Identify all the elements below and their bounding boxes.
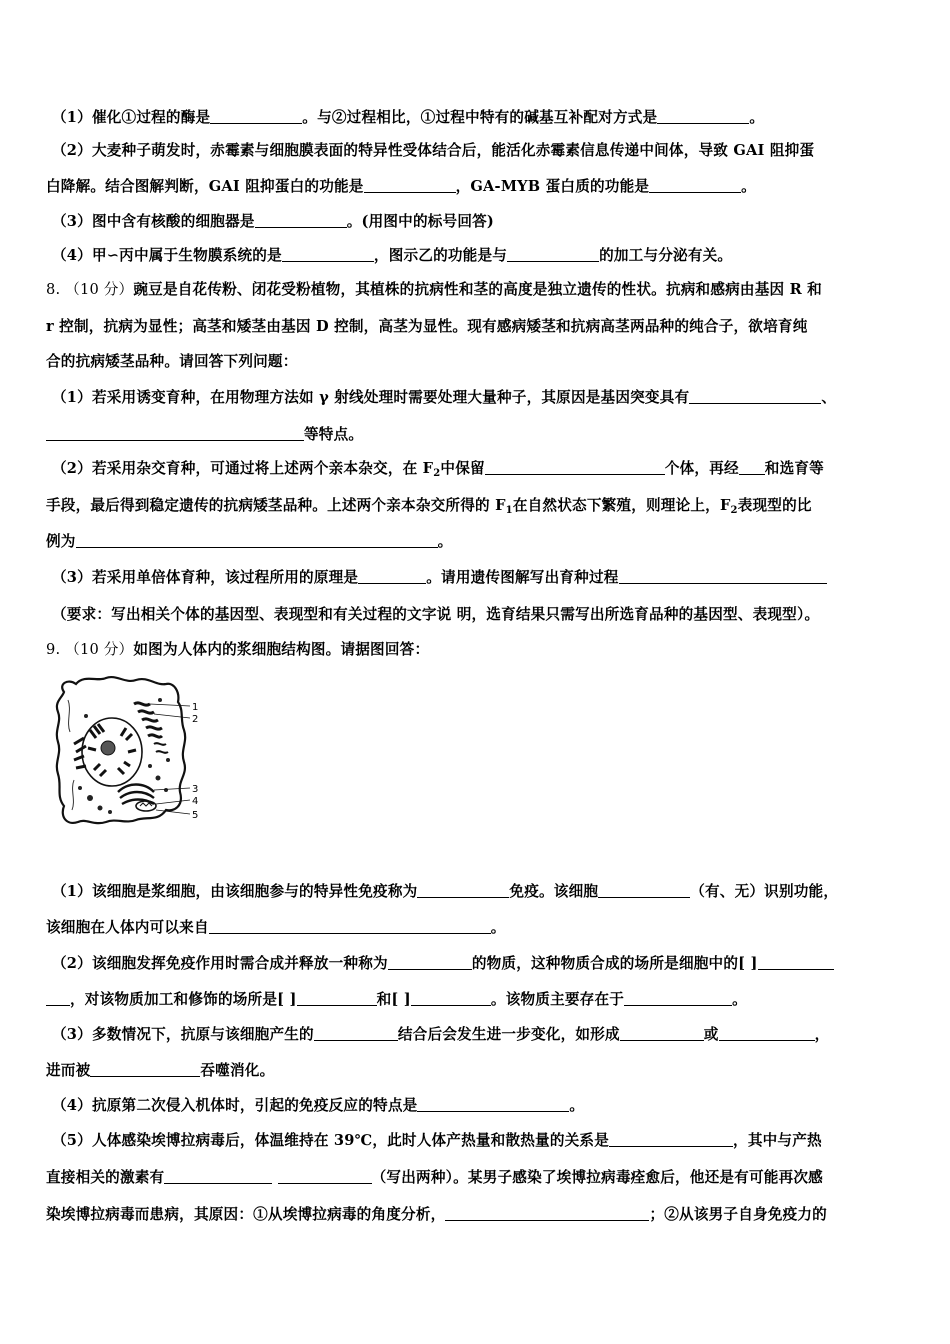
answer-blank[interactable] bbox=[620, 1026, 704, 1041]
answer-blank[interactable] bbox=[689, 389, 821, 404]
answer-blank[interactable] bbox=[598, 883, 690, 898]
nucleolus bbox=[101, 741, 115, 755]
plasma-cell-figure bbox=[50, 670, 210, 845]
answer-blank[interactable] bbox=[739, 460, 765, 475]
answer-blank[interactable] bbox=[507, 247, 599, 262]
q7-sub1-line: （1）催化①过程的酶是 。与②过程相比，①过程中特有的碱基互补配对方式是 。 bbox=[52, 109, 765, 126]
answer-blank[interactable] bbox=[314, 1026, 398, 1041]
answer-blank[interactable] bbox=[90, 1062, 200, 1077]
q9-sub1-line1: （1）该细胞是浆细胞，由该细胞参与的特异性免疫称为 免疫。该细胞 （有、无）识别功能， bbox=[52, 883, 839, 900]
q8-sub1-line2: 等特点。 bbox=[46, 423, 363, 444]
figure-label-2: 2 bbox=[192, 714, 199, 725]
plasma-cell-diagram bbox=[50, 670, 210, 845]
answer-blank[interactable] bbox=[209, 919, 491, 934]
q9-header: 9. （10 分）如图为人体内的浆细胞结构图。请据图回答： bbox=[46, 641, 430, 658]
q8-sub1-line1: （1）若采用诱变育种，在用物理方法如 γ 射线处理时需要处理大量种子，其原因是基因突变具有 、 bbox=[52, 389, 837, 406]
answer-blank[interactable] bbox=[46, 426, 304, 441]
q9-sub3-line1: （3）多数情况下，抗原与该细胞产生的 结合后会发生进一步变化，如形成 或 ， bbox=[52, 1026, 830, 1043]
q9-sub1-line2: 该细胞在人体内可以来自 。 bbox=[46, 919, 506, 936]
answer-blank[interactable] bbox=[164, 1169, 272, 1184]
q9-sub2-line1: （2）该细胞发挥免疫作用时需合成并释放一种称为 的物质，这种物质合成的场所是细胞中的[ ] bbox=[52, 952, 834, 973]
q9-sub5-line2: 直接相关的激素有 （写出两种）。某男子感染了埃博拉病毒痊愈后，他还是有可能再次感 bbox=[46, 1169, 823, 1186]
cell-membrane bbox=[57, 677, 185, 823]
figure-label-3: 3 bbox=[192, 784, 199, 795]
q7-sub3-line: （3）图中含有核酸的细胞器是 。(用图中的标号回答) bbox=[52, 213, 495, 230]
q7-sub2-line2: 白降解。结合图解判断，GAI 阻抑蛋白的功能是 ，GA-MYB 蛋白质的功能是 。 bbox=[46, 178, 756, 195]
answer-blank[interactable] bbox=[445, 1206, 649, 1221]
q9-sub4-line: （4）抗原第二次侵入机体时，引起的免疫反应的特点是 。 bbox=[52, 1097, 585, 1114]
answer-blank[interactable] bbox=[609, 1132, 733, 1147]
q7-sub4-line: （4）甲∽丙中属于生物膜系统的是 ，图示乙的功能是与 的加工与分泌有关。 bbox=[52, 247, 733, 264]
answer-blank[interactable] bbox=[282, 247, 374, 262]
answer-blank[interactable] bbox=[278, 1169, 372, 1184]
answer-blank[interactable] bbox=[619, 569, 827, 584]
answer-blank[interactable] bbox=[417, 1097, 569, 1112]
answer-blank[interactable] bbox=[210, 109, 302, 124]
q9-sub3-line2: 进而被 吞噬消化。 bbox=[46, 1062, 275, 1079]
answer-blank[interactable] bbox=[46, 991, 70, 1006]
answer-blank[interactable] bbox=[255, 213, 347, 228]
figure-label-1: 1 bbox=[192, 702, 199, 713]
q8-sub2-line3: 例为 。 bbox=[46, 533, 453, 550]
answer-blank[interactable] bbox=[719, 1026, 815, 1041]
q7-sub2-line1: （2）大麦种子萌发时，赤霉素与细胞膜表面的特异性受体结合后，能活化赤霉素信息传递中间体，导致 GAI 阻抑蛋 bbox=[52, 142, 815, 159]
q8-sub2-line2: 手段，最后得到稳定遗传的抗病矮茎品种。上述两个亲本杂交所得的 $F_1$在自然状态下繁殖，则理论上，$F_2$表现型的比 bbox=[46, 497, 812, 516]
answer-blank[interactable] bbox=[297, 991, 377, 1006]
q8-sub3-line2: （要求：写出相关个体的基因型、表现型和有关过程的文字说 明，选育结果只需写出所选育品种的基因型、表现型）。 bbox=[52, 606, 820, 623]
q8-header: 8. （10 分）豌豆是自花传粉、闭花受粉植物，其植株的抗病性和茎的高度是独立遗传的性状。抗病和感病由基因 R 和 bbox=[46, 281, 822, 298]
answer-blank[interactable] bbox=[411, 991, 491, 1006]
answer-blank[interactable] bbox=[364, 178, 456, 193]
q8-sub3-line1: （3）若采用单倍体育种，该过程所用的原理是 。请用遗传图解写出育种过程 bbox=[52, 566, 827, 587]
answer-blank[interactable] bbox=[417, 883, 509, 898]
answer-blank[interactable] bbox=[358, 569, 426, 584]
endoplasmic-reticulum bbox=[134, 703, 162, 737]
answer-blank[interactable] bbox=[76, 533, 438, 548]
answer-blank[interactable] bbox=[485, 460, 665, 475]
answer-blank[interactable] bbox=[649, 178, 741, 193]
answer-blank[interactable] bbox=[624, 991, 732, 1006]
answer-blank[interactable] bbox=[758, 955, 834, 970]
q9-sub5-line3: 染埃博拉病毒而患病，其原因：①从埃博拉病毒的角度分析， ；②从该男子自身免疫力的 bbox=[46, 1206, 827, 1223]
q9-sub5-line1: （5）人体感染埃博拉病毒后，体温维持在 39℃，此时人体产热量和散热量的关系是 ，其中与产热 bbox=[52, 1132, 822, 1149]
figure-label-5: 5 bbox=[192, 810, 199, 821]
q8-sub2-line1: （2）若采用杂交育种，可通过将上述两个亲本杂交，在 $F_2$中保留 个体，再经 和选育等 bbox=[52, 460, 824, 479]
answer-blank[interactable] bbox=[657, 109, 749, 124]
figure-label-4: 4 bbox=[192, 796, 199, 807]
q8-line2: r 控制，抗病为显性；高茎和矮茎由基因 D 控制，高茎为显性。现有感病矮茎和抗病高茎两品种的纯合子，欲培育纯 bbox=[46, 318, 808, 335]
q9-sub2-line2: ，对该物质加工和修饰的场所是[ ] 和[ ] 。该物质主要存在于 。 bbox=[46, 988, 747, 1009]
q8-line3: 合的抗病矮茎品种。请回答下列问题： bbox=[46, 353, 298, 370]
answer-blank[interactable] bbox=[388, 955, 472, 970]
